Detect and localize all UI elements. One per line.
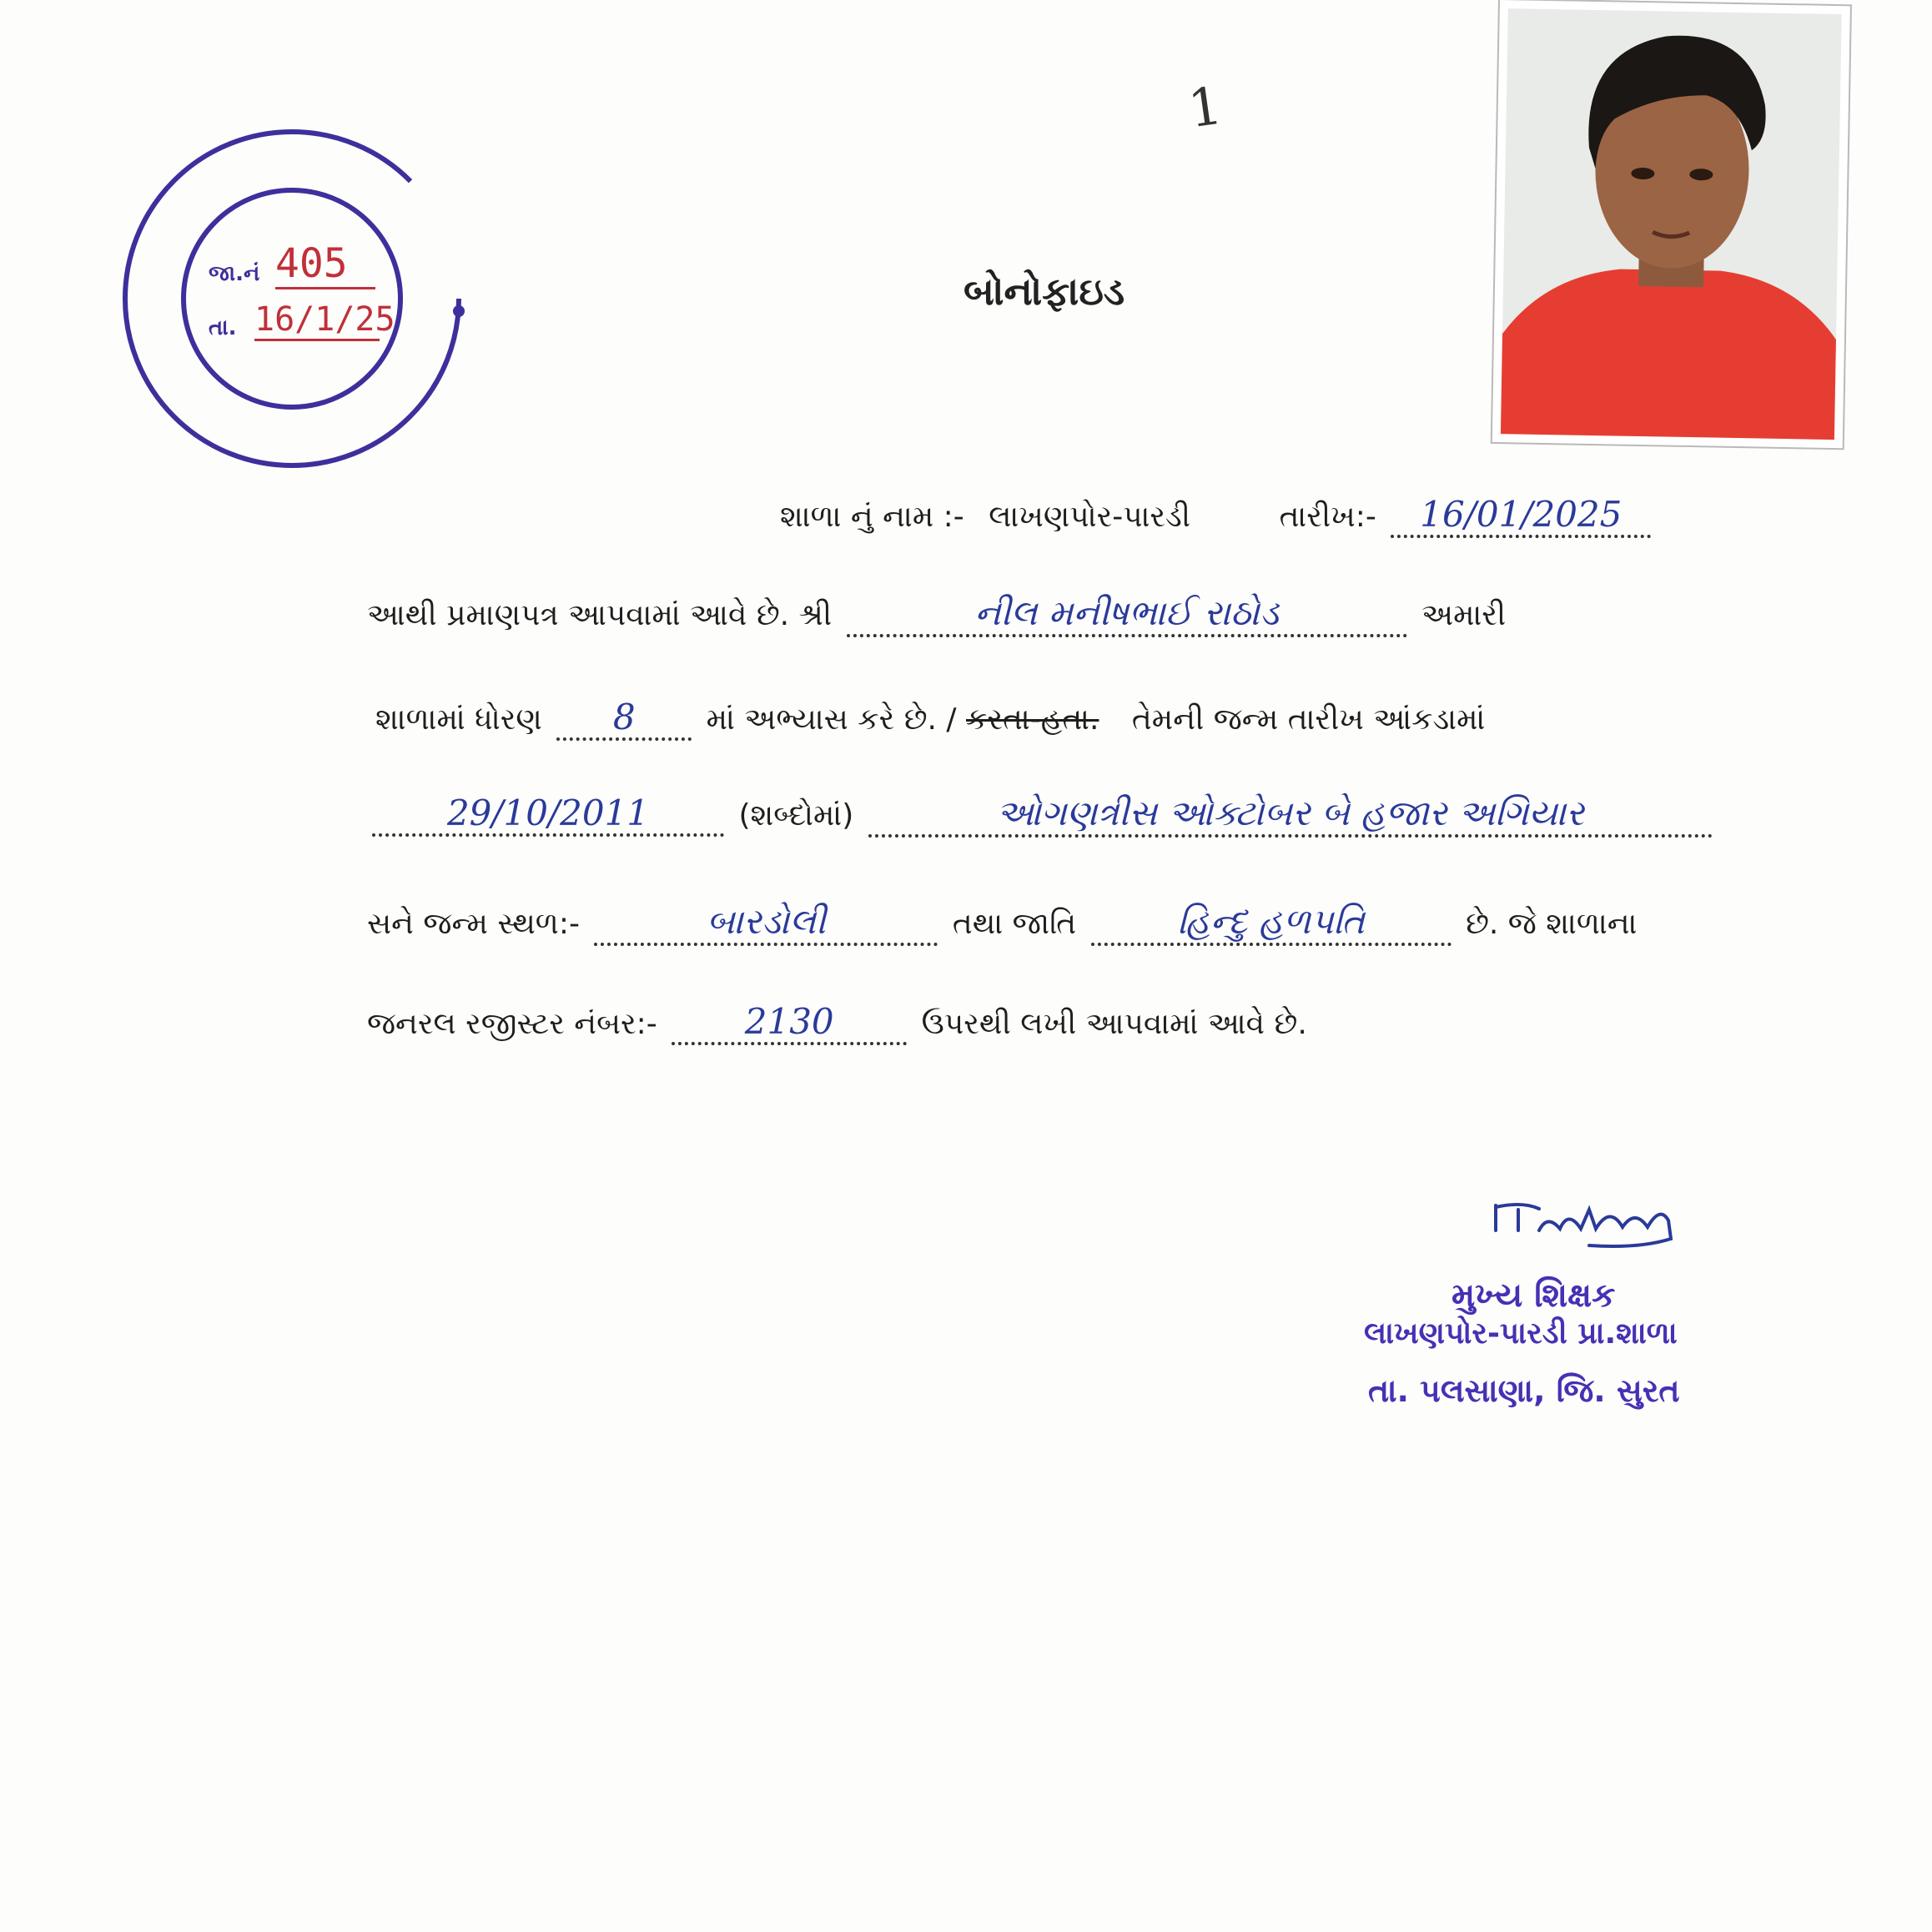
caste: હિન્દુ હળપતિ: [1091, 901, 1452, 946]
line5-suffix: ઉપરથી લખી આપવામાં આવે છે.: [921, 1007, 1307, 1041]
line2-suffix: તેમની જન્મ તારીખ આંકડામાં: [1131, 702, 1486, 737]
stamp-date-label: તા.: [209, 315, 237, 340]
standard-value: 8: [556, 697, 692, 741]
register-number: 2130: [672, 1001, 907, 1045]
words-label: (શબ્દોમાં): [738, 798, 854, 833]
school-name-label: શાળા નું નામ :-: [780, 500, 964, 534]
line4-suffix: છે. જે શાળાના: [1466, 907, 1638, 941]
school-round-stamp: [117, 123, 467, 474]
line5-prefix: જનરલ રજીસ્ટર નંબર:-: [367, 1007, 657, 1041]
line1-prefix: આથી પ્રમાણપત્ર આપવામાં આવે છે. શ્રી: [367, 598, 833, 632]
body-line-5: [367, 1001, 1307, 1045]
school-name: લાખણપોર-પારડી: [989, 500, 1191, 534]
dob-digits: 29/10/2011: [372, 792, 724, 837]
dob-words: ઓગણત્રીસ ઓક્ટોબર બે હજાર અગિયાર: [868, 792, 1713, 838]
signatory-role: મુખ્ય શિક્ષક: [1452, 1276, 1616, 1315]
certificate-title: બોનોફાઇડ: [963, 269, 1125, 314]
birthplace: બારડોલી: [594, 901, 938, 946]
line2-struck-text: કરતા-હતા.: [966, 702, 1099, 737]
header-line: [780, 494, 1656, 538]
certificate-date: 16/01/2025: [1391, 494, 1651, 538]
signature-scribble: [1489, 1197, 1681, 1255]
body-line-4: [367, 901, 1637, 946]
page-number: 1: [1185, 74, 1226, 140]
stamp-rings: [117, 123, 467, 474]
signatory-school: લાખણપોર-પારડી પ્રા.શાળા: [1364, 1316, 1678, 1351]
date-label: તારીખ:-: [1279, 500, 1376, 534]
line4-middle: તથા જાતિ: [952, 907, 1077, 941]
student-photo: [1492, 0, 1850, 448]
line2-prefix: શાળામાં ધોરણ: [375, 702, 542, 737]
stamp-date-value: 16/1/25: [254, 300, 380, 341]
body-line-1: [367, 592, 1506, 637]
stamp-number-label: જા.નં: [209, 261, 260, 286]
signatory-taluka: તા. પલસાણા, જિ. સુરત: [1368, 1372, 1680, 1409]
stamp-number-value: 405: [275, 240, 375, 289]
line2-middle: માં અભ્યાસ કરે છે. /: [706, 702, 957, 737]
line4-prefix: સને જન્મ સ્થળ:-: [367, 907, 581, 941]
student-name: નીલ મનીષભાઈ રાઠોડ: [847, 592, 1407, 637]
line1-suffix: અમારી: [1421, 598, 1507, 632]
body-line-3: [367, 792, 1718, 838]
student-photo-illustration: [1492, 0, 1850, 448]
body-line-2: [375, 697, 1485, 741]
headmaster-signature: [1489, 1197, 1681, 1255]
